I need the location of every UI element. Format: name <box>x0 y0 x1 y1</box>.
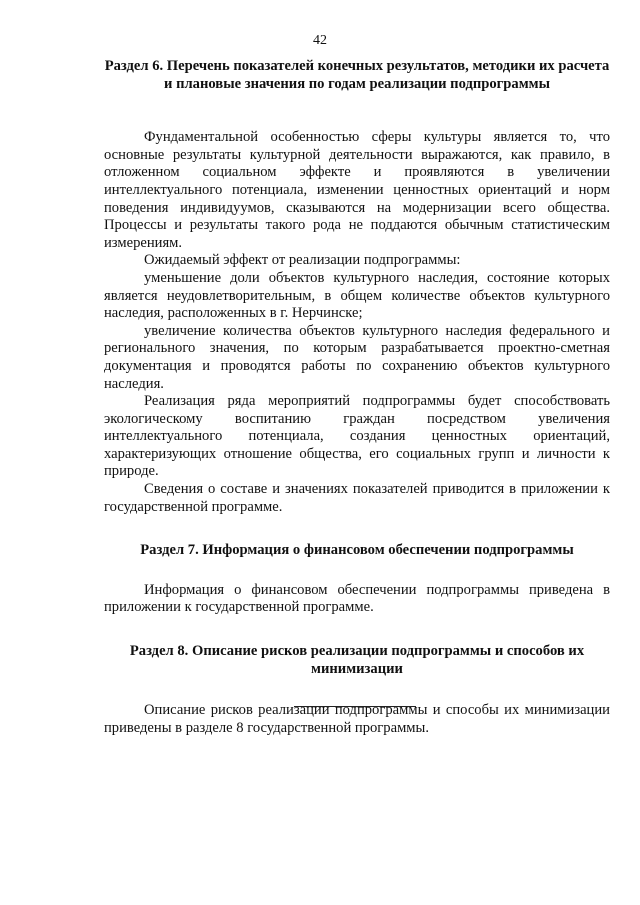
section-8-paragraph: Описание рисков реализации подпрограммы и способы их минимизации приведены в разделе 8 государственной программы. <box>104 702 610 736</box>
page-number: 42 <box>313 33 327 48</box>
section-6-paragraph: Сведения о составе и значениях показателей приводится в приложении к государственной программе. <box>104 481 610 515</box>
section-8-title: Раздел 8. Описание рисков реализации подпрограммы и способов их минимизации <box>129 643 585 677</box>
document-body <box>104 58 610 737</box>
section-7-paragraph: Информация о финансовом обеспечении подпрограммы приведена в приложении к государственной программе. <box>104 581 610 616</box>
section-7-title: Раздел 7. Информация о финансовом обеспечении подпрограммы <box>140 542 574 559</box>
section-6-list-item: увеличение количества объектов культурного наследия федерального и регионального значения, по которым разрабатывается проектно-сметная документация и проводятся работы по сохранению объектов культурного наследия. <box>104 322 610 392</box>
section-6-paragraph: Ожидаемый эффект от реализации подпрограммы: <box>144 252 461 269</box>
section-6-paragraph: Реализация ряда мероприятий подпрограммы будет способствовать экологическому воспитанию граждан посредством увеличения интеллектуального потенциала, создания ценностных ориентаций, характеризующих отношение общества, его социальных групп и личности к природе. <box>104 393 610 480</box>
section-6-paragraph: Фундаментальной особенностью сферы культуры является то, что основные результаты культурной деятельности выражаются, как правило, в отложенном социальном эффекте и проявляются в увеличении интеллектуального потенциала, изменении ценностных ориентаций и норм поведения индивидуумов, сказываются на модернизации всего общества. Процессы и результаты такого рода не поддаются обычным статистическим измерениям. <box>104 129 610 251</box>
end-divider-line <box>294 706 416 707</box>
section-6-title: Раздел 6. Перечень показателей конечных результатов, методики их расчета и плановые значения по годам реализации подпрограммы <box>104 58 610 92</box>
section-6-list-item: уменьшение доли объектов культурного наследия, состояние которых является неудовлетворительным, в общем количестве объектов культурного наследия, расположенных в г. Нерчинске; <box>104 269 610 322</box>
